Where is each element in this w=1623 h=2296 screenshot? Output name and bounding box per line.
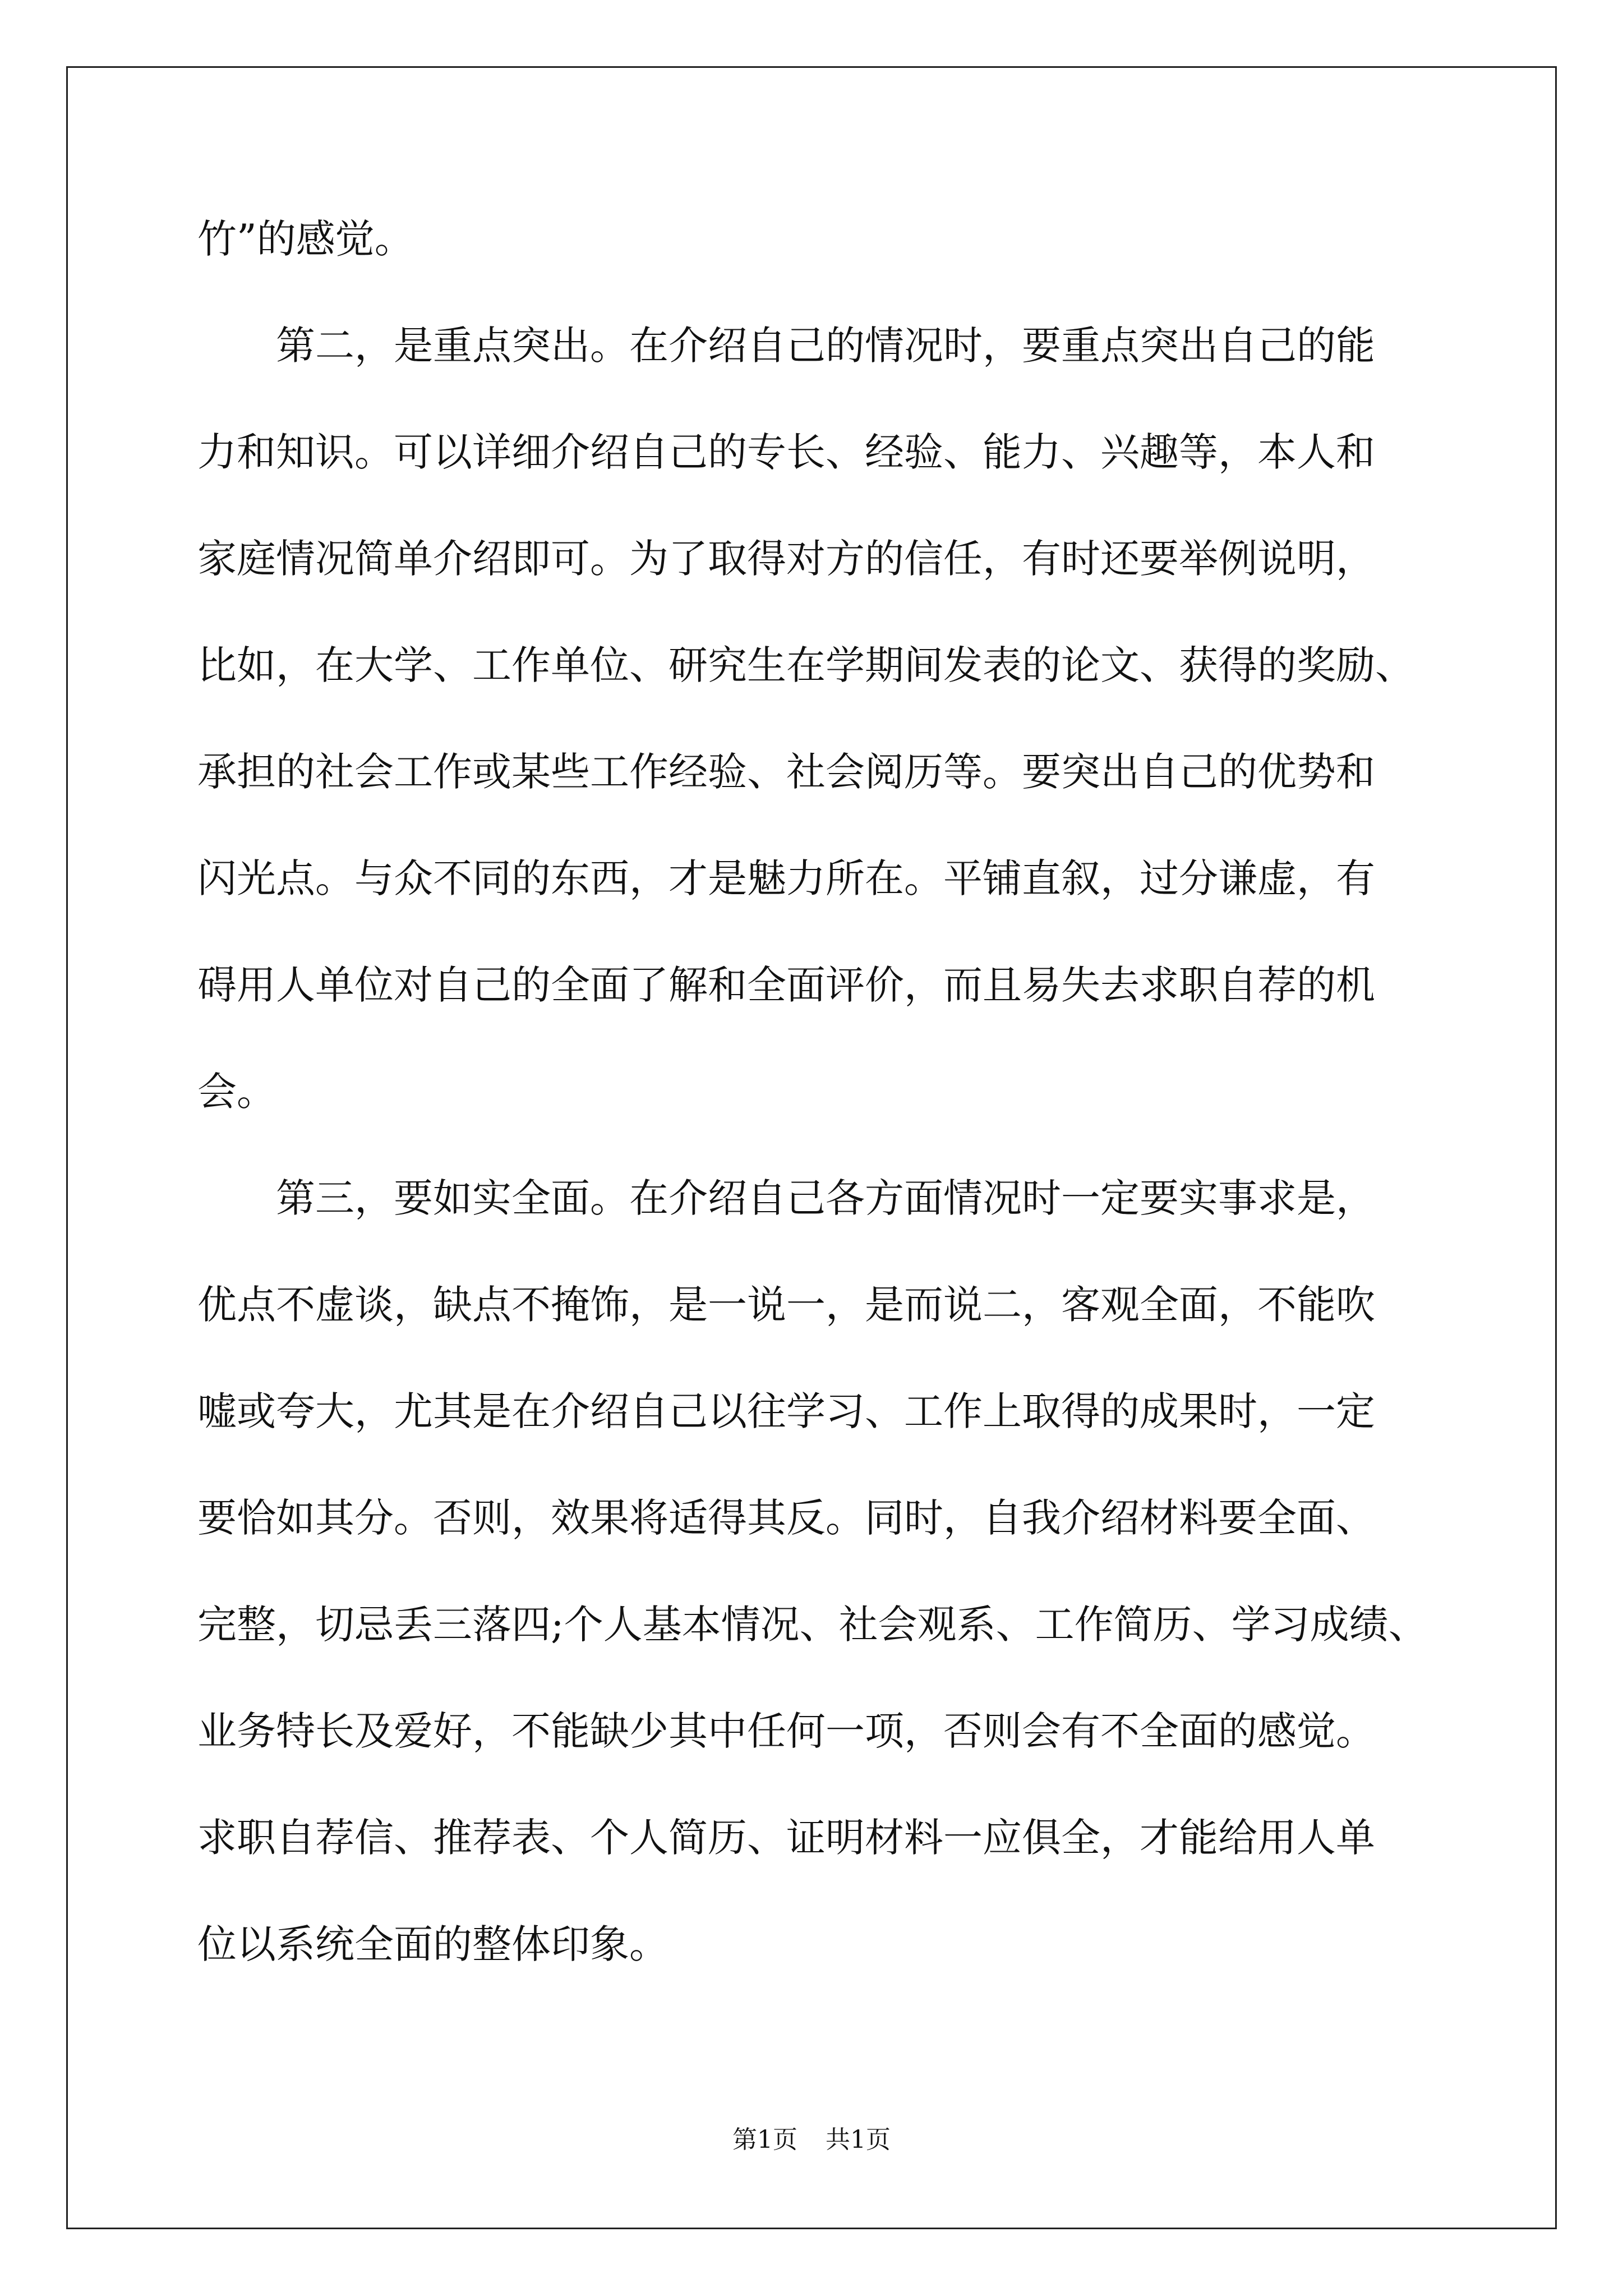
text-line-17: 位以系统全面的整体印象。	[197, 1921, 668, 1967]
text-line-16: 求职自荐信、推荐表、个人简历、证明材料一应俱全，才能给用人单	[197, 1815, 1375, 1861]
text-line-7: 闪光点。与众不同的东西，才是魅力所在。平铺直叙，过分谦虚，有	[197, 855, 1375, 901]
text-line-8: 碍用人单位对自己的全面了解和全面评价，而且易失去求职自荐的机	[197, 962, 1375, 1008]
page-number-total: 共1页	[826, 2125, 891, 2154]
text-line-5: 比如，在大学、工作单位、研究生在学期间发表的论文、获得的奖励、	[197, 642, 1414, 688]
text-line-6: 承担的社会工作或某些工作经验、社会阅历等。要突出自己的优势和	[197, 749, 1375, 795]
text-line-11: 优点不虚谈，缺点不掩饰，是一说一，是而说二，客观全面，不能吹	[197, 1282, 1375, 1328]
text-line-4: 家庭情况简单介绍即可。为了取得对方的信任，有时还要举例说明，	[197, 536, 1375, 582]
text-line-2: 第二，是重点突出。在介绍自己的情况时，要重点突出自己的能	[276, 323, 1375, 369]
text-line-13: 要恰如其分。否则，效果将适得其反。同时，自我介绍材料要全面、	[197, 1495, 1375, 1541]
text-line-10: 第三，要如实全面。在介绍自己各方面情况时一定要实事求是，	[276, 1175, 1375, 1221]
text-line-1: 竹”的感觉。	[197, 216, 414, 262]
page-footer	[0, 2123, 1623, 2157]
text-line-3: 力和知识。可以详细介绍自己的专长、经验、能力、兴趣等，本人和	[197, 429, 1375, 475]
page-number-current: 第1页	[732, 2125, 797, 2154]
text-line-15: 业务特长及爱好，不能缺少其中任何一项，否则会有不全面的感觉。	[197, 1708, 1375, 1754]
text-line-9: 会。	[197, 1069, 276, 1115]
page-border	[66, 66, 1557, 2229]
text-line-14: 完整，切忌丢三落四;个人基本情况、社会观系、工作简历、学习成绩、	[197, 1602, 1428, 1648]
text-line-12: 嘘或夸大，尤其是在介绍自己以往学习、工作上取得的成果时，一定	[197, 1388, 1375, 1434]
